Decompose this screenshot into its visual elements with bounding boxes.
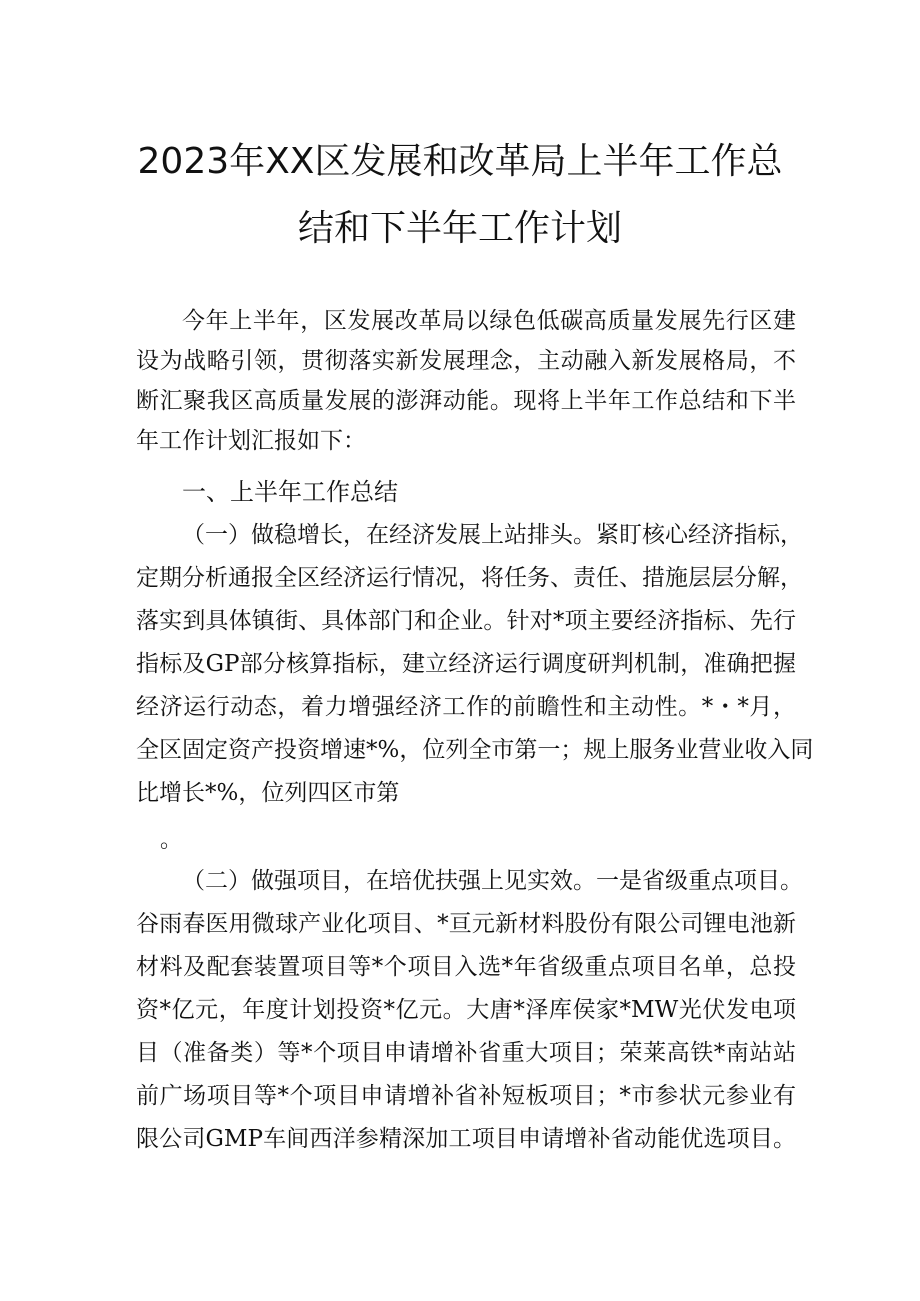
paragraph-line: 谷雨春医用微球产业化项目、*亘元新材料股份有限公司锂电池新	[136, 911, 796, 937]
paragraph-line: 限公司GMP车间西洋参精深加工项目申请增补省动能优选项目。	[136, 1126, 796, 1152]
paragraph-line: 前广场项目等*个项目申请增补省补短板项目；*市参状元参业有	[136, 1083, 796, 1109]
intro-line: 断汇聚我区高质量发展的澎湃动能。现将上半年工作总结和下半	[136, 388, 796, 414]
paragraph-line: 比增长*%，位列四区市第	[136, 780, 400, 806]
document-title-line-1: 2023年XX区发展和改革局上半年工作总	[137, 141, 783, 182]
paragraph-tail-punctuation: 。	[160, 828, 183, 853]
document-title-line-2: 结和下半年工作计划	[297, 208, 622, 249]
intro-line: 年工作计划汇报如下：	[136, 428, 366, 454]
paragraph-line: 指标及GP部分核算指标，建立经济运行调度研判机制，准确把握	[136, 651, 796, 677]
intro-line: 设为战略引领，贯彻落实新发展理念，主动融入新发展格局，不	[136, 348, 796, 374]
intro-line: 今年上半年，区发展改革局以绿色低碳高质量发展先行区建	[182, 308, 796, 334]
paragraph-line: 经济运行动态，着力增强经济工作的前瞻性和主动性。*・*月，	[136, 694, 796, 720]
paragraph-line: 材料及配套装置项目等*个项目入选*年省级重点项目名单，总投	[136, 954, 796, 980]
paragraph-line: 目（准备类）等*个项目申请增补省重大项目；荣莱高铁*南站站	[136, 1040, 796, 1066]
paragraph-line: 落实到具体镇街、具体部门和企业。针对*项主要经济指标、先行	[136, 608, 796, 634]
paragraph-line: （一）做稳增长，在经济发展上站排头。紧盯核心经济指标，	[182, 522, 803, 548]
paragraph-line: 定期分析通报全区经济运行情况，将任务、责任、措施层层分解，	[136, 565, 803, 591]
paragraph-line: 资*亿元，年度计划投资*亿元。大唐*泽库侯家*MW光伏发电项	[136, 997, 796, 1023]
paragraph-line: （二）做强项目，在培优扶强上见实效。一是省级重点项目。	[182, 868, 803, 894]
section-heading: 一、上半年工作总结	[182, 478, 398, 506]
paragraph-line: 全区固定资产投资增速*%，位列全市第一；规上服务业营业收入同	[136, 737, 814, 763]
